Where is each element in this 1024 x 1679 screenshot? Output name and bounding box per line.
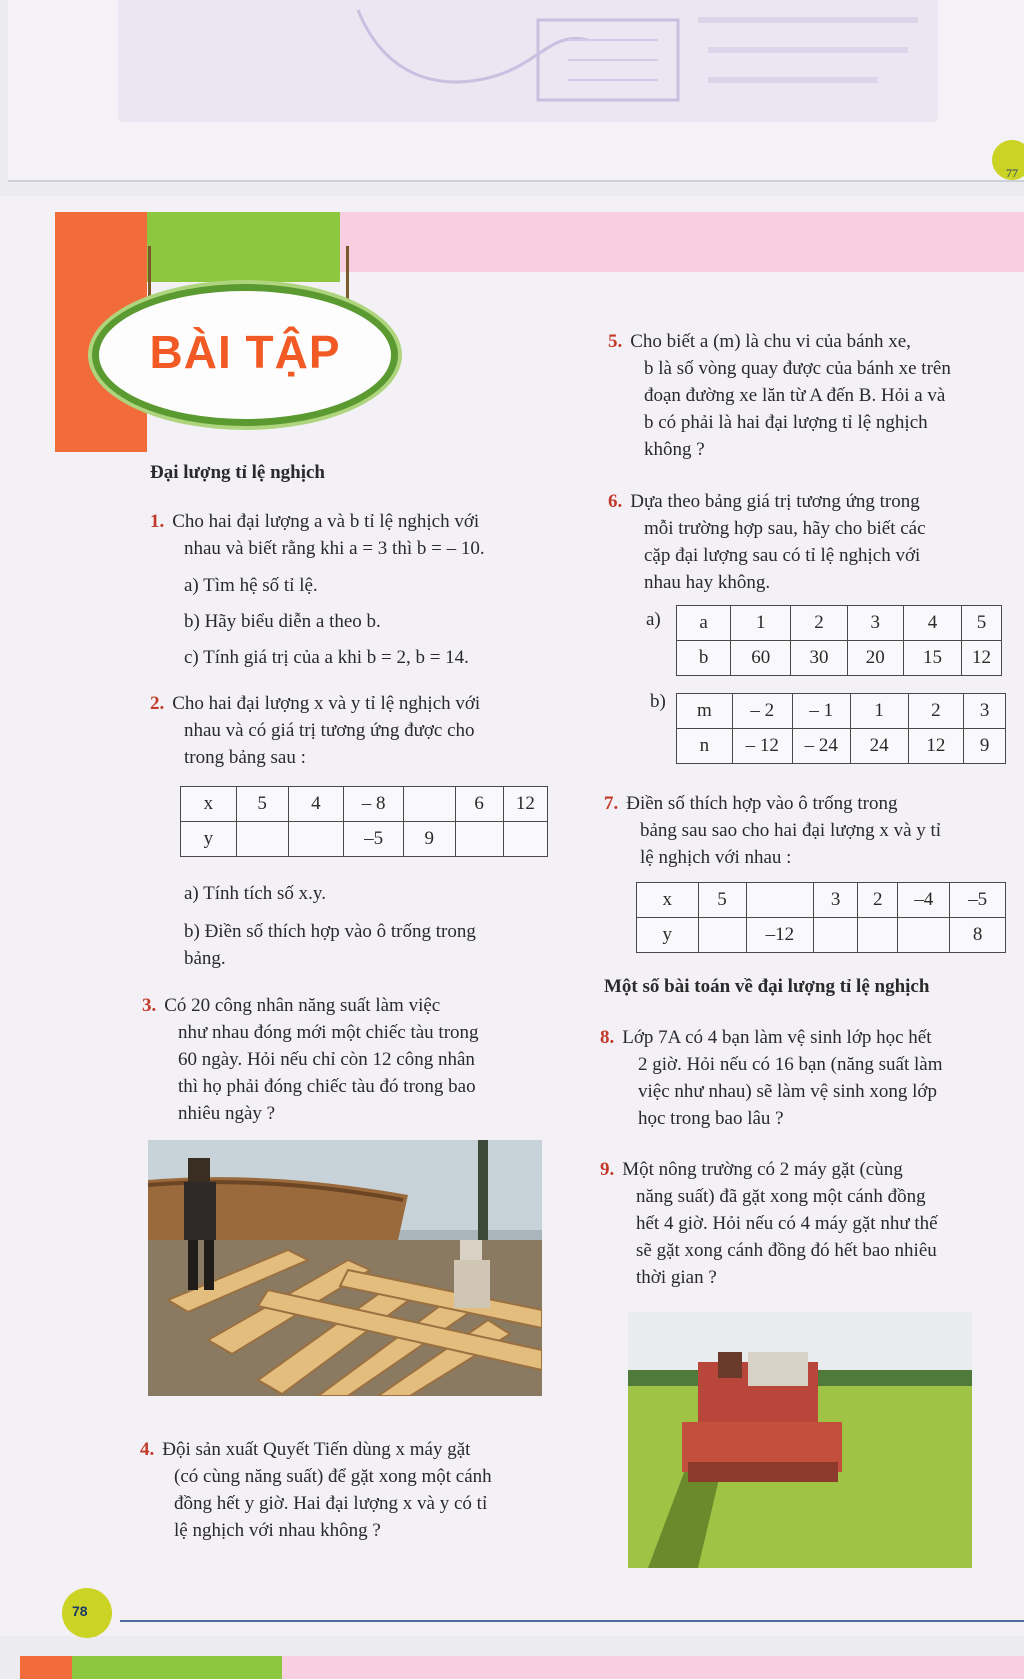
text-line: nhau hay không. — [644, 572, 771, 593]
table-cell: –5 — [344, 822, 404, 857]
table-cell: – 12 — [732, 729, 792, 764]
table-cell: b — [677, 641, 731, 676]
table-cell: 3 — [964, 694, 1006, 729]
exercise-2b: b) Điền số thích hợp vào ô trống trong — [184, 921, 476, 942]
page-number-badge — [56, 1588, 118, 1638]
table-cell: m — [677, 694, 733, 729]
table-cell: – 1 — [792, 694, 850, 729]
text-line: Cho biết a (m) là chu vi của bánh xe, — [630, 331, 911, 352]
shipbuilding-photo — [148, 1140, 542, 1396]
table-cell: 1 — [850, 694, 908, 729]
table-row — [677, 641, 1002, 676]
text-line: 60 ngày. Hỏi nếu chỉ còn 12 công nhân — [178, 1049, 475, 1070]
table-row — [637, 918, 1006, 953]
exercise-1 — [150, 508, 479, 535]
table-cell: 24 — [850, 729, 908, 764]
table-row — [637, 883, 1006, 918]
exercise-number: 3. — [142, 995, 157, 1016]
table-cell: 2 — [858, 883, 898, 918]
header-green-block — [140, 212, 340, 282]
table-cell — [288, 822, 344, 857]
table-row — [677, 606, 1002, 641]
exercise-number: 2. — [150, 693, 165, 714]
table-row — [677, 729, 1006, 764]
table-cell — [746, 883, 814, 918]
text-line: học trong bao lâu ? — [638, 1108, 784, 1129]
table-cell — [503, 822, 547, 857]
text-line: nhau và biết rằng khi a = 3 thì b = – 10. — [184, 538, 485, 559]
exercise-number: 7. — [604, 793, 619, 814]
harvester-photo — [628, 1312, 972, 1568]
table-cell: x — [181, 787, 237, 822]
exercise-5 — [608, 328, 911, 355]
text-line: Điền số thích hợp vào ô trống trong — [626, 793, 898, 814]
table-cell — [698, 918, 746, 953]
exercise-number: 1. — [150, 511, 165, 532]
table-cell — [403, 787, 455, 822]
next-page-header — [20, 1656, 1024, 1679]
table-cell — [455, 822, 503, 857]
exercise-page — [0, 196, 1024, 1636]
table-cell: y — [637, 918, 699, 953]
exercise-7 — [604, 790, 898, 817]
table-cell — [236, 822, 288, 857]
text-line: (có cùng năng suất) để gặt xong một cánh — [174, 1466, 492, 1487]
text-line: sẽ gặt xong cánh đồng đó hết bao nhiêu — [636, 1240, 937, 1261]
section-heading: Một số bài toán về đại lượng tỉ lệ nghịch — [604, 976, 930, 997]
text-line: nhau và có giá trị tương ứng được cho — [184, 720, 475, 741]
table-cell: 30 — [791, 641, 847, 676]
hanging-rope — [346, 246, 349, 308]
table-cell: x — [637, 883, 699, 918]
text-line: b có phải là hai đại lượng tỉ lệ nghịch — [644, 412, 928, 433]
text-line: Dựa theo bảng giá trị tương ứng trong — [630, 491, 920, 512]
exercise-number: 4. — [140, 1439, 155, 1460]
table-cell: –5 — [950, 883, 1006, 918]
table-cell: 12 — [503, 787, 547, 822]
exercise-2-table — [180, 786, 548, 857]
table-row — [181, 822, 548, 857]
exercise-2 — [150, 690, 480, 717]
table-cell: 5 — [962, 606, 1002, 641]
table-cell: – 8 — [344, 787, 404, 822]
exercise-7-table — [636, 882, 1006, 953]
faded-illustration — [118, 0, 938, 122]
text-line: năng suất) đã gặt xong một cánh đồng — [636, 1186, 926, 1207]
shipbuilding-illustration — [148, 1140, 542, 1396]
table-cell: 1 — [731, 606, 791, 641]
exercise-1b: b) Hãy biểu diễn a theo b. — [184, 611, 381, 632]
text-line: nhiêu ngày ? — [178, 1103, 276, 1124]
table-cell: 9 — [964, 729, 1006, 764]
table-cell: 3 — [814, 883, 858, 918]
page-title: BÀI TẬP — [149, 326, 341, 378]
faded-drawing — [118, 0, 938, 122]
table-row — [181, 787, 548, 822]
table-cell: 15 — [903, 641, 961, 676]
table-cell — [898, 918, 950, 953]
table-cell: 12 — [908, 729, 964, 764]
exercise-number: 9. — [600, 1159, 615, 1180]
exercise-1c: c) Tính giá trị của a khi b = 2, b = 14. — [184, 647, 469, 668]
harvester-illustration — [628, 1312, 972, 1568]
exercise-6 — [608, 488, 920, 515]
table-cell: – 2 — [732, 694, 792, 729]
table-cell: n — [677, 729, 733, 764]
text-line: việc như nhau) sẽ làm vệ sinh xong lớp — [638, 1081, 937, 1102]
text-line: trong bảng sau : — [184, 747, 306, 768]
table-cell: –4 — [898, 883, 950, 918]
table-cell: 8 — [950, 918, 1006, 953]
divider — [8, 180, 1024, 182]
page-number: 78 — [72, 1603, 88, 1619]
text-line: Cho hai đại lượng x và y tỉ lệ nghịch với — [172, 693, 481, 714]
table-cell: 4 — [288, 787, 344, 822]
table-cell: y — [181, 822, 237, 857]
exercise-number: 6. — [608, 491, 623, 512]
text-line: đồng hết y giờ. Hai đại lượng x và y có tỉ — [174, 1493, 488, 1514]
text-line: đoạn đường xe lăn từ A đến B. Hỏi a và — [644, 385, 946, 406]
table-cell: 60 — [731, 641, 791, 676]
text-line: b là số vòng quay được của bánh xe trên — [644, 358, 951, 379]
title-sign — [92, 284, 398, 426]
text-line: Lớp 7A có 4 bạn làm vệ sinh lớp học hết — [622, 1027, 932, 1048]
header-green-block — [72, 1656, 282, 1679]
text-line: không ? — [644, 439, 705, 460]
table-cell: 9 — [403, 822, 455, 857]
table-cell: 3 — [847, 606, 903, 641]
text-line: lệ nghịch với nhau : — [640, 847, 792, 868]
table-cell: 12 — [962, 641, 1002, 676]
text-line: Đội sản xuất Quyết Tiến dùng x máy gặt — [162, 1439, 471, 1460]
exercise-number: 8. — [600, 1027, 615, 1048]
exercise-2a: a) Tính tích số x.y. — [184, 883, 326, 904]
table-cell — [858, 918, 898, 953]
exercise-8 — [600, 1024, 932, 1051]
text-line: thì họ phải đóng chiếc tàu đó trong bao — [178, 1076, 476, 1097]
table-cell: 2 — [791, 606, 847, 641]
table-cell — [814, 918, 858, 953]
header-orange-block — [20, 1656, 72, 1679]
table-cell: –12 — [746, 918, 814, 953]
table-cell: a — [677, 606, 731, 641]
table-label: b) — [650, 691, 666, 712]
text-line: lệ nghịch với nhau không ? — [174, 1520, 381, 1541]
text-line: Một nông trường có 2 máy gặt (cùng — [622, 1159, 903, 1180]
text-line: bảng sau sao cho hai đại lượng x và y tỉ — [640, 820, 942, 841]
text-line: mỗi trường hợp sau, hãy cho biết các — [644, 518, 926, 539]
text-line: như nhau đóng mới một chiếc tàu trong — [178, 1022, 479, 1043]
text-line: Có 20 công nhân năng suất làm việc — [164, 995, 441, 1016]
hanging-rope — [148, 246, 151, 306]
exercise-9 — [600, 1156, 903, 1183]
exercise-6b-table — [676, 693, 1006, 764]
exercise-4 — [140, 1436, 470, 1463]
table-cell: 20 — [847, 641, 903, 676]
table-cell: 4 — [903, 606, 961, 641]
table-cell: 5 — [698, 883, 746, 918]
text-line: bảng. — [184, 948, 226, 969]
table-cell: 5 — [236, 787, 288, 822]
text-line: hết 4 giờ. Hỏi nếu có 4 máy gặt như thế — [636, 1213, 938, 1234]
footer-line — [120, 1620, 1024, 1622]
section-heading: Đại lượng tỉ lệ nghịch — [150, 462, 325, 483]
text-line: cặp đại lượng sau có tỉ lệ nghịch với — [644, 545, 921, 566]
page-number-badge — [992, 140, 1024, 180]
exercise-number: 5. — [608, 331, 623, 352]
page-number: 77 — [1006, 166, 1018, 180]
table-row — [677, 694, 1006, 729]
table-cell: 2 — [908, 694, 964, 729]
table-label: a) — [646, 609, 661, 630]
text-line: 2 giờ. Hỏi nếu có 16 bạn (năng suất làm — [638, 1054, 943, 1075]
text-line: thời gian ? — [636, 1267, 717, 1288]
exercise-1a: a) Tìm hệ số tỉ lệ. — [184, 575, 318, 596]
table-cell: – 24 — [792, 729, 850, 764]
table-cell: 6 — [455, 787, 503, 822]
previous-page — [8, 0, 1024, 182]
exercise-6a-table — [676, 605, 1002, 676]
exercise-3 — [142, 992, 440, 1019]
text-line: Cho hai đại lượng a và b tỉ lệ nghịch với — [172, 511, 480, 532]
